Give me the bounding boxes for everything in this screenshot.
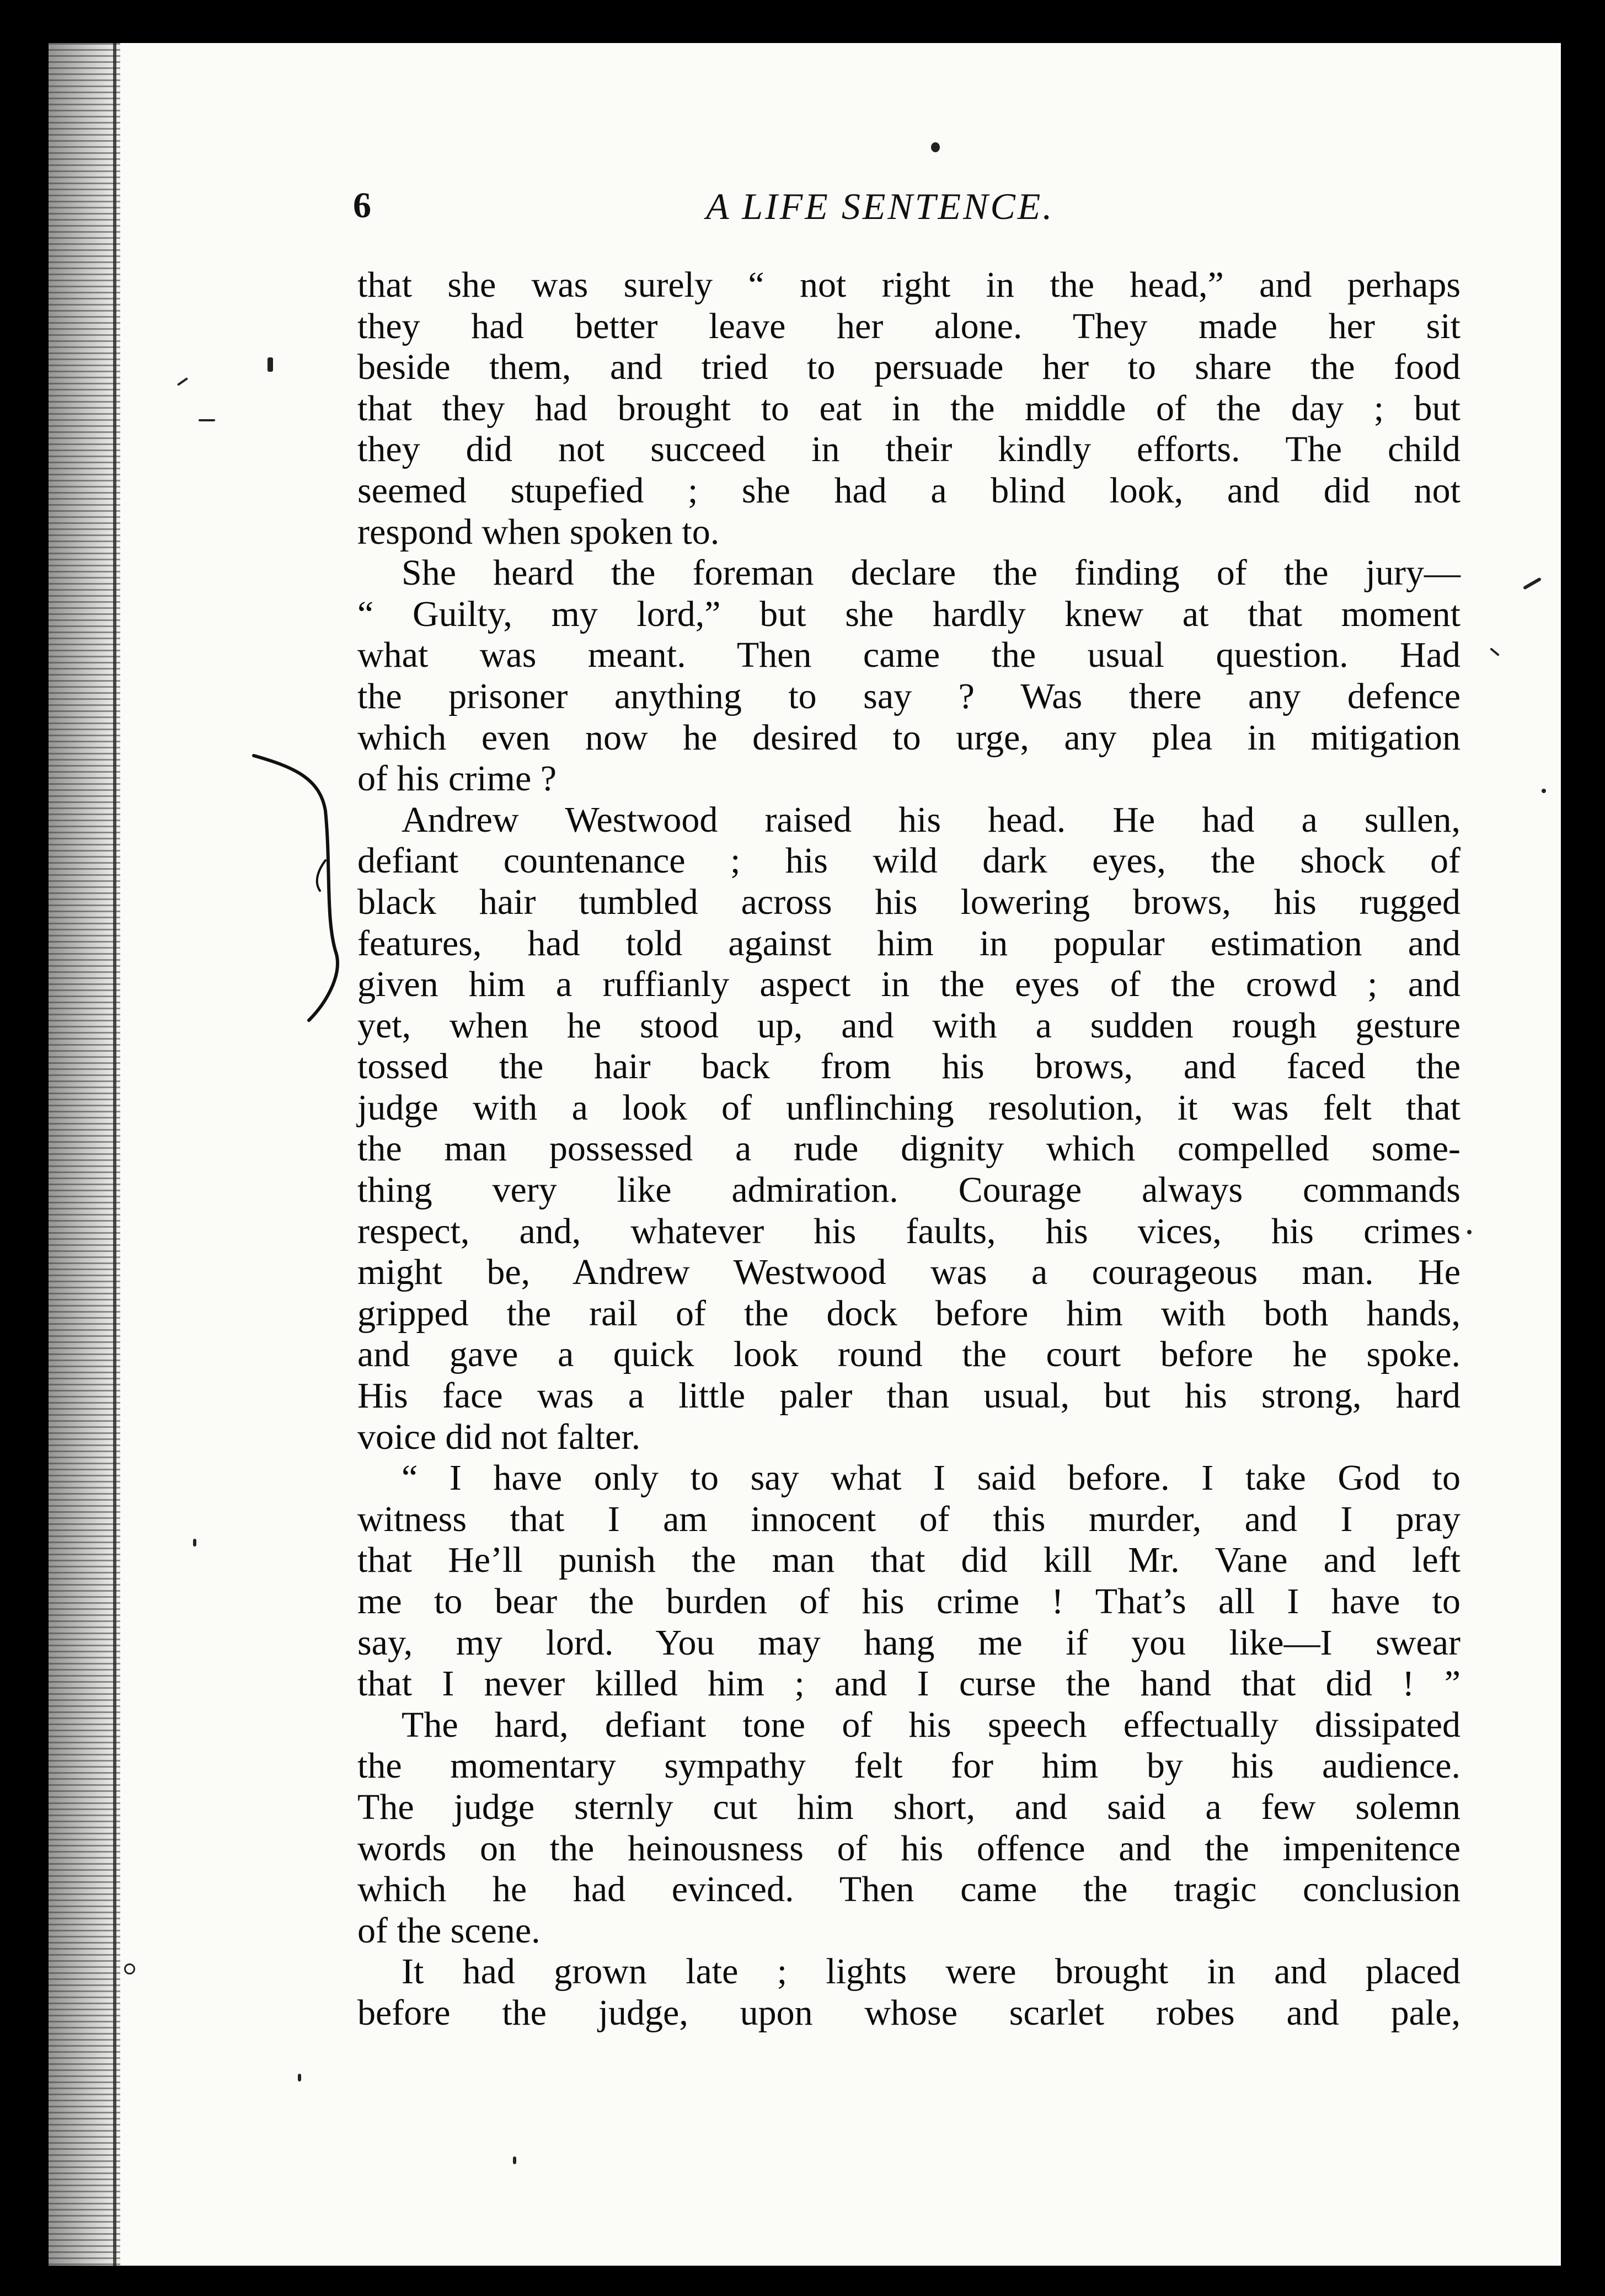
text-line: witness that I am innocent of this murder, and I pray xyxy=(357,1498,1460,1539)
text-line: beside them, and tried to persuade her to share the food xyxy=(357,347,1460,388)
text-line: me to bear the burden of his crime ! That’s all I have to xyxy=(357,1581,1460,1621)
print-speck xyxy=(1542,789,1546,793)
text-line: Andrew Westwood raised his head. He had a sullen, xyxy=(402,799,1460,840)
text-line: respond when spoken to. xyxy=(357,511,720,552)
text-line: thing very like admiration. Courage always commands xyxy=(357,1170,1460,1211)
page-number: 6 xyxy=(353,185,371,226)
text-line: voice did not falter. xyxy=(357,1416,641,1457)
text-line: features, had told against him in popular estimation and xyxy=(357,923,1460,964)
text-line: defiant countenance ; his wild dark eyes, the shock of xyxy=(357,841,1460,881)
text-line: She heard the foreman declare the finding of the jury— xyxy=(402,553,1460,593)
text-line: It had grown late ; lights were brought in and placed xyxy=(402,1951,1460,1992)
text-line: which he had evinced. Then came the tragic conclusion xyxy=(357,1869,1460,1910)
page-gutter-line xyxy=(113,43,116,2266)
print-speck xyxy=(124,1963,135,1974)
text-line: of the scene. xyxy=(357,1910,541,1951)
text-line: which even now he desired to urge, any plea in mitigation xyxy=(357,717,1460,758)
text-line: of his crime ? xyxy=(357,758,557,799)
text-line: the momentary sympathy felt for him by his audience. xyxy=(357,1746,1460,1786)
print-speck xyxy=(1467,1230,1472,1234)
text-line: the man possessed a rude dignity which compelled some- xyxy=(357,1128,1460,1169)
text-line: that she was surely “ not right in the head,” and perhaps xyxy=(357,265,1460,305)
text-line: seemed stupefied ; she had a blind look, and did not xyxy=(357,470,1460,511)
print-speck xyxy=(513,2156,516,2164)
text-line: the prisoner anything to say ? Was there any defence xyxy=(357,676,1460,716)
text-line: yet, when he stood up, and with a sudden rough gesture xyxy=(357,1005,1460,1046)
print-speck xyxy=(931,142,940,152)
text-line: that He’ll punish the man that did kill Mr. Vane and left xyxy=(357,1540,1460,1581)
text-line: they did not succeed in their kindly efforts. The child xyxy=(357,429,1460,470)
text-line: The hard, defiant tone of his speech effectually dissipated xyxy=(402,1704,1460,1745)
page-gutter-shadow xyxy=(49,43,120,2266)
text-line: gripped the rail of the dock before him with both hands, xyxy=(357,1293,1460,1334)
margin-bracket-mark xyxy=(243,745,364,1031)
page-header xyxy=(353,185,1467,245)
text-line: His face was a little paler than usual, but his strong, hard xyxy=(357,1376,1460,1416)
text-line: that they had brought to eat in the middle of the day ; but xyxy=(357,388,1460,429)
text-line: they had better leave her alone. They made her sit xyxy=(357,306,1460,346)
text-line: might be, Andrew Westwood was a courageous man. He xyxy=(357,1252,1460,1293)
text-line: what was meant. Then came the usual question. Had xyxy=(357,635,1460,676)
print-speck xyxy=(268,357,273,372)
print-speck xyxy=(193,1539,196,1546)
text-line: “ Guilty, my lord,” but she hardly knew at that moment xyxy=(357,593,1460,634)
text-line: that I never killed him ; and I curse the hand that did ! ” xyxy=(357,1663,1460,1704)
text-line: black hair tumbled across his lowering brows, his rugged xyxy=(357,881,1460,922)
running-head: A LIFE SENTENCE. xyxy=(706,185,1055,227)
body-text xyxy=(357,265,1460,2034)
text-line: and gave a quick look round the court before he spoke. xyxy=(357,1334,1460,1375)
text-line: given him a ruffianly aspect in the eyes of the crowd ; and xyxy=(357,964,1460,1005)
text-line: tossed the hair back from his brows, and faced the xyxy=(357,1046,1460,1087)
text-line: before the judge, upon whose scarlet robes and pale, xyxy=(357,1992,1460,2033)
text-line: “ I have only to say what I said before. I take God to xyxy=(402,1458,1460,1498)
text-line: respect, and, whatever his faults, his vices, his crimes xyxy=(357,1211,1460,1251)
text-line: words on the heinousness of his offence and the impenitence xyxy=(357,1828,1460,1869)
text-line: say, my lord. You may hang me if you like—I swear xyxy=(357,1622,1460,1663)
print-speck xyxy=(199,419,215,421)
text-line: judge with a look of unflinching resolution, it was felt that xyxy=(357,1087,1460,1128)
print-speck xyxy=(298,2074,301,2081)
text-line: The judge sternly cut him short, and said a few solemn xyxy=(357,1786,1460,1827)
